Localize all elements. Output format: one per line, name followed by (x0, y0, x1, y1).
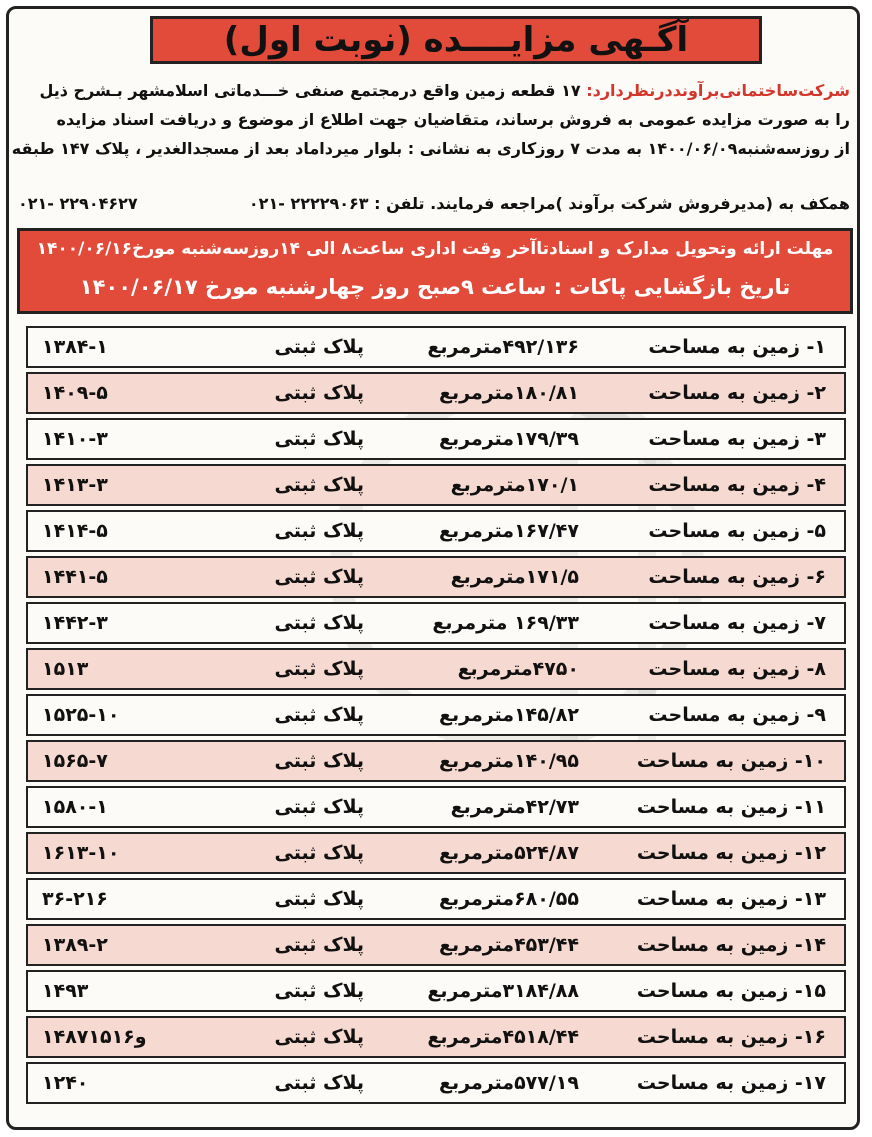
parcel-plate-number: ۱۴۱۴-۵ (42, 520, 108, 542)
parcel-land-label: ۱۵- زمین به مساحت (636, 980, 826, 1002)
parcel-area: ۵۲۴/۸۷مترمربع (439, 842, 579, 864)
parcel-land-label: ۶- زمین به مساحت (648, 566, 826, 588)
parcel-row (26, 464, 846, 506)
parcel-row (26, 510, 846, 552)
parcel-area: ۱۴۵/۸۲مترمربع (439, 704, 579, 726)
parcel-plate-label: پلاک ثبتی (274, 428, 364, 450)
parcel-area: ۴۲/۷۳مترمربع (450, 796, 579, 818)
parcel-row (26, 740, 846, 782)
parcel-plate-number: ۱۵۶۵-۷ (42, 750, 108, 772)
parcel-plate-label: پلاک ثبتی (274, 566, 364, 588)
parcel-area: ۵۷۷/۱۹مترمربع (439, 1072, 579, 1094)
parcel-area: ۱۶۷/۴۷مترمربع (439, 520, 579, 542)
parcel-plate-number: ۱۵۲۵-۱۰ (42, 704, 120, 726)
parcel-area: ۴۹۲/۱۳۶مترمربع (427, 336, 579, 358)
parcel-plate-number: ۱۳۸۴-۱ (42, 336, 108, 358)
parcel-row (26, 418, 846, 460)
parcel-area: ۶۸۰/۵۵مترمربع (439, 888, 579, 910)
parcel-land-label: ۷- زمین به مساحت (648, 612, 826, 634)
parcel-area: ۱۴۰/۹۵مترمربع (439, 750, 579, 772)
parcel-land-label: ۱۱- زمین به مساحت (636, 796, 826, 818)
parcel-land-label: ۱- زمین به مساحت (648, 336, 826, 358)
intro-line-2: را به صورت مزایده عمومی به فروش برساند، متقاضیان جهت اطلاع از موضوع و دریافت اسناد مزایده (56, 110, 850, 129)
parcel-plate-label: پلاک ثبتی (274, 658, 364, 680)
parcel-plate-label: پلاک ثبتی (274, 612, 364, 634)
parcel-plate-number: ۱۴۱۰-۳ (42, 428, 108, 450)
parcel-row (26, 648, 846, 690)
parcel-area: ۳۱۸۴/۸۸مترمربع (427, 980, 579, 1002)
parcel-area: ۱۸۰/۸۱مترمربع (439, 382, 579, 404)
intro-text-1: ۱۷ قطعه زمین واقع درمجتمع صنفی خـــدماتی اسلامشهر بـشرح ذیل (39, 81, 581, 100)
parcel-plate-label: پلاک ثبتی (274, 888, 364, 910)
parcel-plate-label: پلاک ثبتی (274, 704, 364, 726)
parcel-area: ۴۷۵۰مترمربع (457, 658, 579, 680)
parcel-row (26, 372, 846, 414)
parcel-plate-number: ۳۶-۲۱۶ (42, 888, 108, 910)
parcel-land-label: ۱۲- زمین به مساحت (636, 842, 826, 864)
parcel-row (26, 694, 846, 736)
contact-text: همکف به (مدیرفروش شرکت برآوند )مراجعه فرمایند. تلفن : ۲۲۲۲۹۰۶۳ -۰۲۱ (248, 194, 850, 213)
deadline-submission: مهلت ارائه وتحویل مدارک و اسنادتاآخر وقت اداری ساعت۸ الی ۱۴روزسه‌شنبه مورخ۱۴۰۰/۰۶/۱۶ (36, 239, 834, 259)
parcel-plate-number: ۱۲۴۰ (42, 1072, 89, 1094)
deadline-box (17, 228, 853, 314)
parcel-land-label: ۵- زمین به مساحت (648, 520, 826, 542)
parcel-plate-number: ۱۴۴۱-۵ (42, 566, 108, 588)
parcel-plate-number: ۱۴۴۲-۳ (42, 612, 108, 634)
intro-line-1 (18, 76, 850, 105)
contact-line (18, 194, 850, 220)
parcel-plate-label: پلاک ثبتی (274, 1072, 364, 1094)
parcel-plate-label: پلاک ثبتی (274, 520, 364, 542)
notice-title-box (150, 16, 762, 64)
parcel-land-label: ۳- زمین به مساحت (648, 428, 826, 450)
parcel-land-label: ۱۴- زمین به مساحت (636, 934, 826, 956)
parcel-land-label: ۸- زمین به مساحت (648, 658, 826, 680)
parcel-area: ۱۶۹/۳۳ مترمربع (432, 612, 579, 634)
parcel-plate-number: ۱۵۱۳ (42, 658, 89, 680)
intro-line-3: از روزسه‌شنبه۱۴۰۰/۰۶/۰۹ به مدت ۷ روزکاری به نشانی : بلوار میرداماد بعد از مسجدالغدیر ، پلاک ۱۴۷ طبقه (11, 139, 850, 158)
parcel-row (26, 326, 846, 368)
parcel-plate-label: پلاک ثبتی (274, 750, 364, 772)
parcel-area: ۱۷۰/۱مترمربع (450, 474, 579, 496)
parcel-plate-label: پلاک ثبتی (274, 796, 364, 818)
intro-lead: شرکت‌ساختمانی‌برآونددرنظردارد: (586, 81, 850, 100)
parcel-row (26, 1062, 846, 1104)
parcel-plate-label: پلاک ثبتی (274, 336, 364, 358)
phone-2: ۲۲۹۰۴۶۲۷ -۰۲۱ (18, 194, 138, 213)
parcel-plate-label: پلاک ثبتی (274, 1026, 364, 1048)
parcel-plate-number: ۱۴۹۳ (42, 980, 89, 1002)
parcel-row (26, 1016, 846, 1058)
parcel-row (26, 924, 846, 966)
parcel-land-label: ۹- زمین به مساحت (648, 704, 826, 726)
notice-title: آگـهی مزایــــده (نوبت اول) (223, 20, 689, 60)
parcel-land-label: ۱۳- زمین به مساحت (636, 888, 826, 910)
parcel-area: ۴۵۳/۴۴مترمربع (439, 934, 579, 956)
parcel-row (26, 970, 846, 1012)
parcel-plate-label: پلاک ثبتی (274, 382, 364, 404)
parcel-row (26, 556, 846, 598)
parcel-list (26, 326, 846, 1108)
parcel-land-label: ۱۷- زمین به مساحت (636, 1072, 826, 1094)
parcel-row (26, 786, 846, 828)
parcel-plate-number: ۱۴۱۳-۳ (42, 474, 108, 496)
parcel-plate-label: پلاک ثبتی (274, 474, 364, 496)
parcel-plate-number: ۱۴۰۹-۵ (42, 382, 108, 404)
parcel-area: ۴۵۱۸/۴۴مترمربع (427, 1026, 579, 1048)
deadline-opening: تاریخ بازگشایی پاکات : ساعت ۹صبح روز چهارشنبه مورخ ۱۴۰۰/۰۶/۱۷ (79, 275, 791, 299)
parcel-plate-label: پلاک ثبتی (274, 980, 364, 1002)
parcel-plate-label: پلاک ثبتی (274, 842, 364, 864)
parcel-land-label: ۲- زمین به مساحت (648, 382, 826, 404)
parcel-plate-number: ۱۳۸۹-۲ (42, 934, 108, 956)
intro-paragraph (11, 76, 850, 163)
parcel-plate-number: ۱۵۸۰-۱ (42, 796, 108, 818)
parcel-area: ۱۷۹/۳۹مترمربع (439, 428, 579, 450)
parcel-land-label: ۴- زمین به مساحت (648, 474, 826, 496)
parcel-row (26, 602, 846, 644)
parcel-plate-label: پلاک ثبتی (274, 934, 364, 956)
parcel-row (26, 832, 846, 874)
parcel-plate-number: ۱۴۸۷و۱۵۱۶ (42, 1026, 147, 1048)
parcel-plate-number: ۱۶۱۳-۱۰ (42, 842, 120, 864)
parcel-area: ۱۷۱/۵مترمربع (450, 566, 579, 588)
parcel-land-label: ۱۰- زمین به مساحت (636, 750, 826, 772)
parcel-land-label: ۱۶- زمین به مساحت (636, 1026, 826, 1048)
parcel-row (26, 878, 846, 920)
